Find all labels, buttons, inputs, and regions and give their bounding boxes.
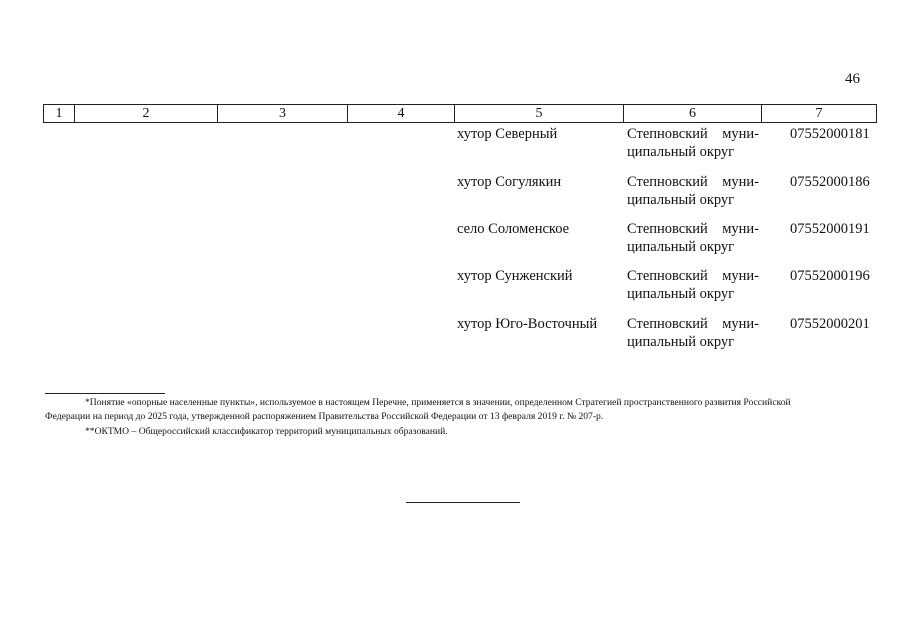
municipal-district xyxy=(627,315,759,351)
column-header-row xyxy=(44,105,877,123)
column-header-2: 2 xyxy=(75,105,218,123)
column-header-6: 6 xyxy=(624,105,762,123)
district-line-2: ципальный округ xyxy=(627,286,735,302)
municipal-district xyxy=(627,173,759,209)
oktmo-code: 07552000181 xyxy=(790,126,870,142)
district-line-2: ципальный округ xyxy=(627,334,735,350)
district-line-2: ципальный округ xyxy=(627,239,735,255)
district-line-1: Степновский муни- xyxy=(627,126,759,142)
oktmo-code: 07552000196 xyxy=(790,268,870,284)
column-header-table xyxy=(43,104,877,123)
district-line-1: Степновский муни- xyxy=(627,316,759,332)
municipal-district xyxy=(627,220,759,256)
oktmo-code: 07552000191 xyxy=(790,221,870,237)
footnote-1-line-1: *Понятие «опорные населенные пункты», используемое в настоящем Перечне, применяется в значении, определенном Стратегией пространственного развития Российской xyxy=(85,397,791,408)
district-line-1: Степновский муни- xyxy=(627,174,759,190)
settlement-name: хутор Согулякин xyxy=(457,174,562,190)
settlement-name: село Соломенское xyxy=(457,221,570,237)
municipal-district xyxy=(627,267,759,303)
district-line-1: Степновский муни- xyxy=(627,221,759,237)
district-line-2: ципальный округ xyxy=(627,192,735,208)
footnote-1-line-2: Федерации на период до 2025 года, утвержденной распоряжением Правительства Российской Федерации от 13 февраля 2019 г. № 207-р. xyxy=(45,411,604,422)
end-of-document-rule xyxy=(406,502,520,503)
footnote-2: **ОКТМО – Общероссийский классификатор территорий муниципальных образований. xyxy=(85,426,448,437)
settlement-name: хутор Сунженский xyxy=(457,268,573,284)
column-header-4: 4 xyxy=(348,105,455,123)
column-header-5: 5 xyxy=(455,105,624,123)
oktmo-code: 07552000186 xyxy=(790,174,870,190)
district-line-1: Степновский муни- xyxy=(627,268,759,284)
column-header-3: 3 xyxy=(218,105,348,123)
settlement-name: хутор Юго-Восточный xyxy=(457,316,598,332)
column-header-1: 1 xyxy=(44,105,75,123)
column-header-7: 7 xyxy=(762,105,877,123)
page-number: 46 xyxy=(845,71,860,87)
settlement-name: хутор Северный xyxy=(457,126,558,142)
oktmo-code: 07552000201 xyxy=(790,316,870,332)
footnote-separator xyxy=(45,393,165,394)
municipal-district xyxy=(627,125,759,161)
district-line-2: ципальный округ xyxy=(627,144,735,160)
